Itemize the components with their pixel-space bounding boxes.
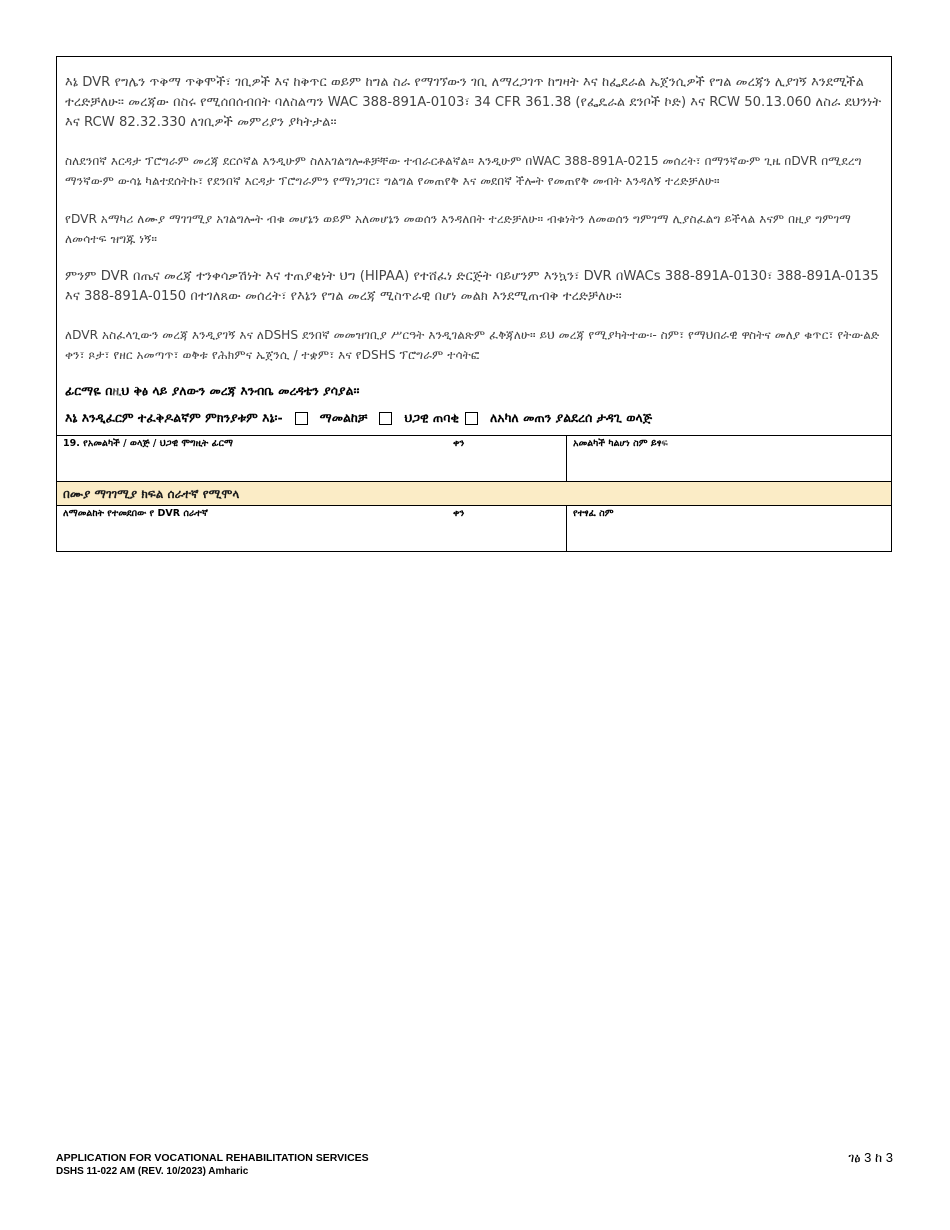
signing-capacity	[65, 409, 883, 427]
legal-guardian-option-label: ህጋዊ ጠባቂ	[404, 410, 459, 425]
applicant-option-label: ማመልከቻ	[319, 410, 368, 425]
staff-field[interactable]	[57, 506, 567, 551]
parent-of-minor-option-label: ለአካለ መጠን ያልደረሰ ታዳጊ ወላጅ	[489, 410, 653, 425]
staff-date-label: ቀን	[453, 508, 465, 519]
staff-label: ለማመልከት የተመደበው የ DVR ሰራተኛ	[63, 508, 208, 519]
staff-printed-name-label: የተፃፈ ስም	[573, 508, 614, 519]
paragraph-privacy: ምንም DVR በጤና መረጃ ተንቀሳቃሽነት እና ተጠያቂነት ህግ (HIPAA) የተሸፈነ ድርጅት ባይሆንም እንኳን፣ DVR በWACs 388-891A-0130፣ 388-891A-0135 እና 388-891A-0150 በተገለጸው መሰረት፣ የእኔን የግል መረጃ ሚስጥራዊ በሆነ መልክ እንደሚጠብቅ ተረድቻለሁ።	[65, 269, 879, 304]
signature-field[interactable]	[57, 436, 567, 481]
page-number: ገፅ 3 ከ 3	[848, 1150, 893, 1165]
paragraph-info-access: እኔ DVR የግሌን ጥቅማ ጥቅሞች፣ ገቢዎች እና ከቅጥር ወይም ከግል ስራ የማገኘውን ገቢ ለማረጋገጥ ከግዛት እና ከፌደራል ኤጀንሲዎች የግል መረጃን ሊያገኝ እንደሚችል ተረድቻለሁ። መረጃው በስሩ የሚሰበሰብበት ባለስልጣን WAC 388-891A-0103፣ 34 CFR 361.38 (የፌዴራል ደንቦች ኮድ) እና RCW 50.13.060 ለስራ ደህንነት እና RCW 82.32.330 ለገቢዎች መምሪያን ያካትታል።	[65, 75, 882, 130]
paragraph-eligibility: የDVR አማካሪ ለሙያ ማገገሚያ አገልግሎት ብቁ መሆኔን ወይም አለመሆኔን መወሰን እንዳለበት ተረድቻለሁ። ብቁነትን ለመወሰን ግምገማ ሊያስፈልግ ይችላል እናም በዚያ ግምገማ ለመሳተፍ ዝግጁ ነኝ።	[65, 212, 851, 246]
attestation-statement: ፊርማዬ በዚህ ቅፅ ላይ ያለውን መረጃ እንብቤ መረዳቴን ያሳያል፡፡	[65, 383, 360, 398]
signature-label: 19. የአመልካች / ወላጅ / ህጋዊ ሞግዚት ፊርማ	[63, 438, 234, 449]
paragraph-dshs-disclosure: ለDVR አስፈላጊውን መረጃ እንዲያገኝ እና ለDSHS ደንበኛ መመዝገቢያ ሥርዓት እንዲገልጽም ፈቅጃለሁ። ይህ መረጃ የሚያካትተው፡- ስም፣ የማህበራዊ ዋስትና መለያ ቁጥር፣ የትውልድ ቀን፣ ጾታ፣ የዘር አመጣጥ፣ ወቅቱ የሕክምና ኤጀንሲ / ተቋም፣ እና የDSHS ፕሮግራም ተሳትፎ	[65, 328, 880, 362]
paragraph-client-assistance: ስለደንበኛ እርዳታ ፕሮግራም መረጃ ደርሶኛል እንዲሁም ስለአገልግሎቶቻቸው ተብራርቶልኛል። እንዲሁም በWAC 388-891A-0215 መሰረት፣ በማንኛውም ጊዜ በDVR በሚደረግ ማንኛውም ውሳኔ ካልተደሰትኩ፣ የደንበኛ እርዳታ ፕሮግራምን የማነጋገር፣ ግልግል የመጠየቅ እና መደበኛ ችሎት የመጠየቅ መብት እንዳለኝ ተረድቻለሁ።	[65, 154, 862, 188]
signature-date-label: ቀን	[453, 438, 465, 449]
printed-name-field[interactable]	[567, 436, 891, 481]
applicant-checkbox[interactable]	[295, 412, 308, 425]
printed-name-label: አመልካች ካልሆነ ስም ይፃፍ	[573, 438, 668, 449]
consent-text	[57, 57, 891, 427]
legal-guardian-checkbox[interactable]	[379, 412, 392, 425]
parent-of-minor-checkbox[interactable]	[465, 412, 478, 425]
signing-capacity-prefix: እኔ እንዲፈርም ተፈቅዶልኛም ምክንያቱም እኔ፡-	[65, 410, 283, 425]
form-title: APPLICATION FOR VOCATIONAL REHABILITATION SERVICES	[56, 1152, 369, 1164]
form-number: DSHS 11-022 AM (REV. 10/2023) Amharic	[56, 1166, 249, 1177]
consent-form-box	[56, 56, 892, 552]
form-footer	[56, 1152, 369, 1178]
staff-printed-name-field[interactable]	[567, 506, 891, 551]
signature-row	[57, 435, 891, 481]
staff-section-header: በሙያ ማገገሚያ ክፍል ሰራተኛ የሚሞላ	[57, 481, 891, 505]
staff-row	[57, 505, 891, 551]
